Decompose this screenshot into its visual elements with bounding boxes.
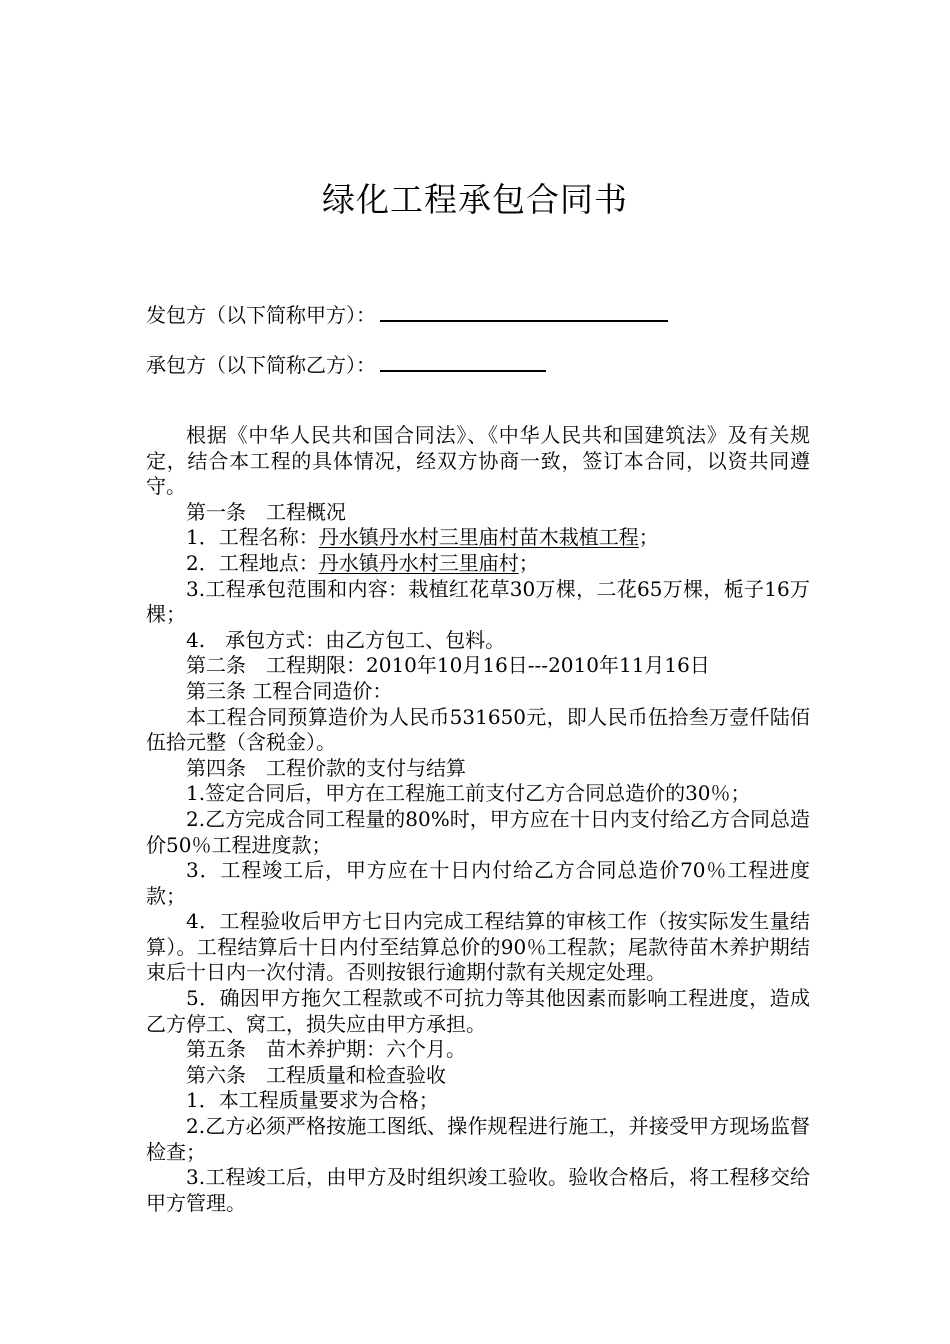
document-title: 绿化工程承包合同书: [322, 180, 628, 219]
article-4-item-2: 2.乙方完成合同工程量的80%时，甲方应在十日内支付给乙方合同总造价50％工程进度款；: [146, 806, 810, 857]
party-b-line: [146, 348, 546, 379]
project-location-value: 丹水镇丹水村三里庙村: [318, 550, 519, 575]
article-6-item-3: 3.工程竣工后，由甲方及时组织竣工验收。验收合格后，将工程移交给甲方管理。: [146, 1165, 810, 1215]
article-1-item-3: 3.工程承包范围和内容：栽植红花草30万棵，二花65万棵，栀子16万棵；: [146, 576, 810, 627]
party-a-label: 发包方（以下简称甲方）：: [146, 303, 376, 327]
party-b-blank: [380, 348, 546, 372]
article-4-item-1: 1.签定合同后，甲方在工程施工前支付乙方合同总造价的30％；: [186, 781, 751, 806]
project-name-value: 丹水镇丹水村三里庙村苗木栽植工程: [318, 525, 639, 550]
article-3-heading: 第三条 工程合同造价：: [186, 678, 393, 703]
article-6-heading: 第六条 工程质量和检查验收: [186, 1062, 446, 1087]
project-name-label: 1．工程名称：: [186, 525, 319, 550]
article-1-item-4: 4. 承包方式：由乙方包工、包料。: [186, 627, 506, 652]
party-a-blank: [380, 298, 668, 322]
article-4-item-3: 3．工程竣工后，甲方应在十日内付给乙方合同总造价70％工程进度款；: [146, 858, 810, 908]
article-4-item-4: 4．工程验收后甲方七日内完成工程结算的审核工作（按实际发生量结算）。工程结算后十日内付至结算总价的90％工程款；尾款待苗木养护期结束后十日内一次付清。否则按银行逾期付款有关规定处理。: [146, 909, 810, 985]
preamble-paragraph: 根据《中华人民共和国合同法》、《中华人民共和国建筑法》及有关规定，结合本工程的具体情况，经双方协商一致，签订本合同，以资共同遵守。: [146, 423, 810, 499]
party-a-line: [146, 298, 668, 329]
article-1-item-2: [146, 551, 810, 577]
article-5-heading: 第五条 苗木养护期：六个月。: [186, 1037, 466, 1062]
article-2-heading: 第二条 工程期限：2010年10月16日---2010年11月16日: [186, 653, 710, 678]
article-6-item-2: 2.乙方必须严格按施工图纸、操作规程进行施工，并接受甲方现场监督检查；: [146, 1114, 810, 1164]
project-name-suffix: ；: [638, 525, 659, 550]
article-4-heading: 第四条 工程价款的支付与结算: [186, 755, 466, 780]
article-1-heading: 第一条 工程概况: [186, 499, 346, 524]
article-6-item-1: 1．本工程质量要求为合格；: [186, 1088, 439, 1113]
contract-body: [146, 423, 810, 1216]
party-b-label: 承包方（以下简称乙方）：: [146, 353, 376, 377]
article-3-text: 本工程合同预算造价为人民币531650元，即人民币伍拾叁万壹仟陆佰伍拾元整（含税金）。: [146, 704, 810, 755]
project-location-label: 2．工程地点：: [186, 550, 319, 575]
article-1-item-1: [146, 525, 810, 551]
project-location-suffix: ；: [518, 550, 539, 575]
article-4-item-5: 5．确因甲方拖欠工程款或不可抗力等其他因素而影响工程进度，造成乙方停工、窝工，损失应由甲方承担。: [146, 986, 810, 1036]
